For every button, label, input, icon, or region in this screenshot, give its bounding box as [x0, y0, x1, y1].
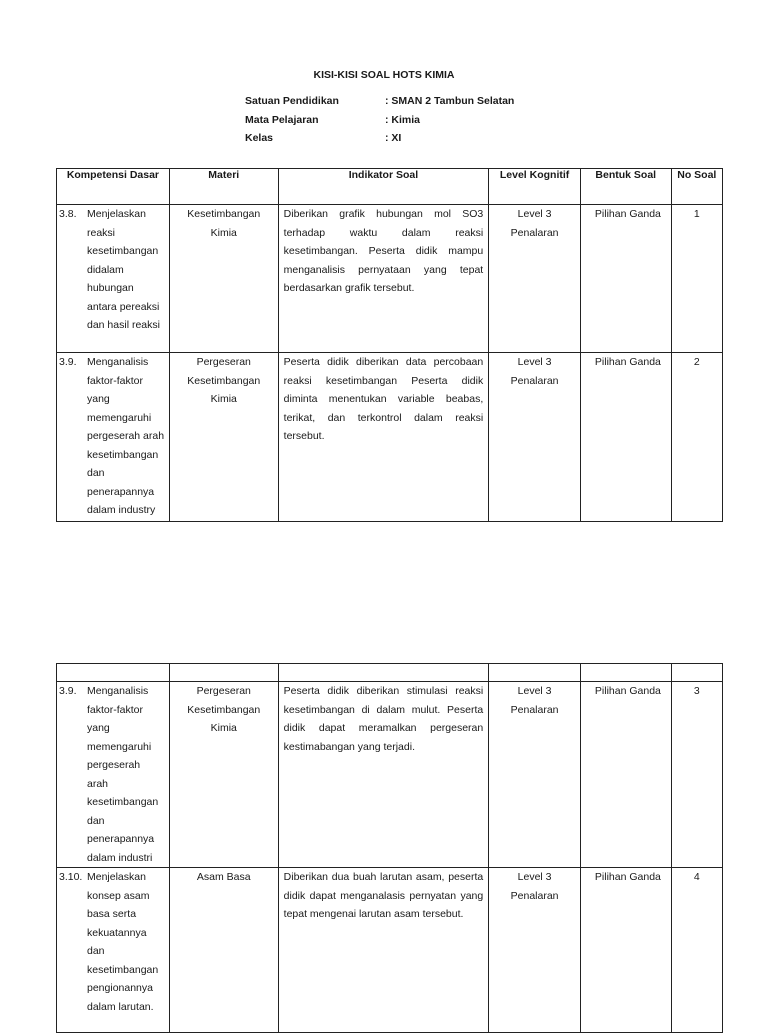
- cell-no: 4: [671, 868, 722, 1033]
- cell-materi: Asam Basa: [169, 868, 278, 1033]
- kd-text: Menganalisis faktor-faktor yang memengaruhi pergeserah arah kesetimbangan dan penerapannya dalam industri: [87, 685, 159, 864]
- cell-kd: [57, 868, 170, 1033]
- header-level-kognitif: Level Kognitif: [489, 169, 581, 205]
- cell-bentuk: Pilihan Ganda: [580, 868, 671, 1033]
- kd-number: 3.10.: [59, 871, 83, 883]
- kd-number: 3.8.: [59, 208, 77, 220]
- table-row: [57, 205, 723, 353]
- cell-level: Level 3 Penalaran: [489, 868, 581, 1033]
- cell-indikator: Peserta didik diberikan data percobaan reaksi kesetimbangan Peserta didik diminta menentukan variable beabas, terikat, dan terkontrol dalam reaksi tersebut.: [278, 353, 489, 522]
- table-header-row-empty: [57, 664, 723, 682]
- table-header-row: [57, 169, 723, 205]
- meta-row-satuan: [245, 95, 514, 114]
- header-indikator-soal: Indikator Soal: [278, 169, 489, 205]
- meta-value: : Kimia: [385, 113, 421, 126]
- cell-level: Level 3 Penalaran: [489, 682, 581, 868]
- cell-level: Level 3 Penalaran: [489, 353, 581, 522]
- cell-materi: Pergeseran Kesetimbangan Kimia: [169, 682, 278, 868]
- meta-info: [245, 95, 514, 151]
- cell-materi: Pergeseran Kesetimbangan Kimia: [169, 353, 278, 522]
- header-materi: Materi: [169, 169, 278, 205]
- cell-no: 1: [671, 205, 722, 353]
- cell-indikator: Peserta didik diberikan stimulasi reaksi kesetimbangan di dalam mulut. Peserta didik dapat meramalkan pergeseran kestimabangan yang terjadi.: [278, 682, 489, 868]
- document-title: KISI-KISI SOAL HOTS KIMIA: [313, 69, 455, 81]
- cell-bentuk: Pilihan Ganda: [580, 682, 671, 868]
- cell-kd: [57, 353, 170, 522]
- cell-level: Level 3 Penalaran: [489, 205, 581, 353]
- header-kompetensi-dasar: Kompetensi Dasar: [57, 169, 170, 205]
- meta-row-kelas: [245, 132, 514, 151]
- cell-kd: [57, 205, 170, 353]
- cell-bentuk: Pilihan Ganda: [580, 205, 671, 353]
- header-no-soal: No Soal: [671, 169, 722, 205]
- table-row: [57, 682, 723, 868]
- kd-number: 3.9.: [59, 685, 77, 697]
- kd-text: Menganalisis faktor-faktor yang memengaruhi pergeserah arah kesetimbangan dan penerapannya dalam industry: [87, 356, 165, 516]
- kd-text: Menjelaskan konsep asam basa serta kekuatannya dan kesetimbangan pengionannya dalam larutan.: [87, 871, 159, 1013]
- grid-table-2: [56, 663, 723, 1033]
- table-row: [57, 353, 723, 522]
- cell-no: 2: [671, 353, 722, 522]
- meta-row-mapel: [245, 114, 514, 133]
- table-row: [57, 868, 723, 1033]
- kd-number: 3.9.: [59, 356, 77, 368]
- cell-indikator: Diberikan grafik hubungan mol SO3 terhadap waktu dalam reaksi kesetimbangan. Peserta didik mampu menganalisis pernyataan yang tepat berdasarkan grafik tersebut.: [278, 205, 489, 353]
- grid-table-1: [56, 168, 723, 522]
- meta-value: : XI: [385, 132, 402, 144]
- cell-indikator: Diberikan dua buah larutan asam, peserta didik dapat menganalasis pernyatan yang tepat mengenai larutan asam tersebut.: [278, 868, 489, 1033]
- header-bentuk-soal: Bentuk Soal: [580, 169, 671, 205]
- cell-no: 3: [671, 682, 722, 868]
- cell-bentuk: Pilihan Ganda: [580, 353, 671, 522]
- meta-key: Satuan Pendidikan: [245, 95, 339, 107]
- meta-key: Mata Pelajaran: [245, 113, 319, 126]
- cell-kd: [57, 682, 170, 868]
- meta-value: : SMAN 2 Tambun Selatan: [385, 95, 515, 107]
- meta-key: Kelas: [245, 132, 274, 144]
- cell-materi: Kesetimbangan Kimia: [169, 205, 278, 353]
- kd-text: Menjelaskan reaksi kesetimbangan didalam hubungan antara pereaksi dan hasil reaksi: [87, 208, 160, 331]
